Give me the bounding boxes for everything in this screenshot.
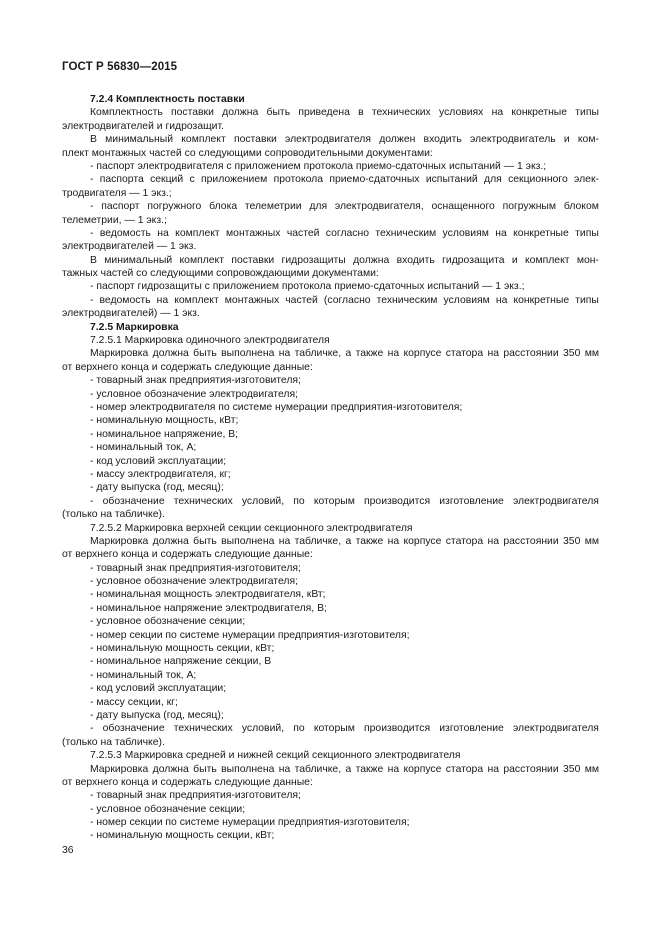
list-item: - условное обозначение секции;	[62, 803, 599, 816]
list-item: - ведомость на комплект монтажных частей согласно техническим условиям на конкретные типы	[62, 227, 599, 240]
text-line: Маркировка должна быть выполнена на табличке, а также на корпусе статора на расстоянии 350 мм	[90, 535, 599, 547]
list-item: - условное обозначение электродвигателя;	[62, 388, 599, 401]
standard-designation: ГОСТ Р 56830—2015	[62, 61, 178, 73]
list-item: - условное обозначение секции;	[62, 615, 599, 628]
section-heading: 7.2.4 Комплектность поставки	[90, 94, 245, 105]
text-line: Маркировка должна быть выполнена на табличке, а также на корпусе статора на расстоянии 350 мм	[90, 763, 599, 775]
list-item: - дату выпуска (год, месяц);	[62, 709, 599, 722]
page-number: 36	[62, 845, 74, 856]
list-item: - номинальная мощность электродвигателя, кВт;	[62, 588, 599, 601]
list-item: - паспорт гидрозащиты с приложением протокола приемо-сдаточных испытаний — 1 экз.;	[62, 280, 599, 293]
list-item: - номинальное напряжение электродвигателя, В;	[62, 602, 599, 615]
list-item: - номер секции по системе нумерации предприятия-изготовителя;	[62, 816, 599, 829]
text-line: В минимальный комплект поставки гидрозащиты должна входить гидрозащита и комплект мон-	[90, 254, 599, 266]
list-item: - номер секции по системе нумерации предприятия-изготовителя;	[62, 629, 599, 642]
list-item: - ведомость на комплект монтажных частей (согласно техническим условиям на конкретные типы	[62, 294, 599, 307]
list-item: - номинальный ток, А;	[62, 441, 599, 454]
list-item: - товарный знак предприятия-изготовителя;	[62, 562, 599, 575]
list-item: - номинальный ток, А;	[62, 669, 599, 682]
list-item: - дату выпуска (год, месяц);	[62, 481, 599, 494]
list-item: - товарный знак предприятия-изготовителя;	[62, 789, 599, 802]
list-item: - массу секции, кг;	[62, 696, 599, 709]
list-item: - код условий эксплуатации;	[62, 682, 599, 695]
text-line: Маркировка должна быть выполнена на табличке, а также на корпусе статора на расстоянии 350 мм	[90, 348, 599, 360]
text-line: тажных частей со следующими сопровождающими документами:	[62, 268, 379, 280]
list-item: - обозначение технических условий, по которым производится изготовление электродвигателя	[62, 722, 599, 735]
text-line: (только на табличке).	[62, 509, 165, 521]
text-line: электродвигателей) — 1 экз.	[62, 308, 200, 320]
list-item: - номинальную мощность секции, кВт;	[62, 642, 599, 655]
list-item: - код условий эксплуатации;	[62, 455, 599, 468]
text-line: телеметрии, — 1 экз.;	[62, 214, 167, 226]
list-item: - массу электродвигателя, кг;	[62, 468, 599, 481]
list-item: - номинальную мощность секции, кВт;	[62, 829, 599, 842]
document-body	[62, 93, 599, 843]
text-line: 7.2.5.2 Маркировка верхней секции секционного электродвигателя	[90, 522, 413, 534]
section-heading: 7.2.5 Маркировка	[90, 321, 179, 333]
text-line: от верхнего конца и содержать следующие данные:	[62, 776, 313, 788]
text-line: электродвигателей и гидрозащит.	[62, 120, 224, 132]
list-item: - паспорт погружного блока телеметрии для электродвигателя, оснащенного погружным блоком	[62, 200, 599, 213]
text-line: электродвигателей — 1 экз.	[62, 241, 197, 253]
list-item: - товарный знак предприятия-изготовителя;	[62, 374, 599, 387]
list-item: - паспорт электродвигателя с приложением протокола приемо-сдаточных испытаний — 1 экз.;	[62, 160, 599, 173]
list-item: - паспорта секций с приложением протокола приемо-сдаточных испытаний для секционного элек-	[62, 173, 599, 186]
text-line: плект монтажных частей со следующими сопроводительными документами:	[62, 147, 433, 159]
text-line: тродвигателя — 1 экз.;	[62, 187, 172, 199]
text-line: от верхнего конца и содержать следующие данные:	[62, 361, 313, 373]
list-item: - условное обозначение электродвигателя;	[62, 575, 599, 588]
text-line: (только на табличке).	[62, 736, 165, 748]
text-line: 7.2.5.1 Маркировка одиночного электродвигателя	[90, 335, 330, 347]
text-line: от верхнего конца и содержать следующие данные:	[62, 549, 313, 561]
text-line: В минимальный комплект поставки электродвигателя должен входить электродвигатель и ком-	[90, 134, 599, 146]
list-item: - номинальное напряжение секции, В	[62, 655, 599, 668]
list-item: - номинальную мощность, кВт;	[62, 414, 599, 427]
list-item: - номинальное напряжение, В;	[62, 428, 599, 441]
list-item: - обозначение технических условий, по которым производится изготовление электродвигателя	[62, 495, 599, 508]
text-line: 7.2.5.3 Маркировка средней и нижней секций секционного электродвигателя	[90, 750, 461, 762]
text-line: Комплектность поставки должна быть приведена в технических условиях на конкретные типы	[90, 107, 599, 119]
list-item: - номер электродвигателя по системе нумерации предприятия-изготовителя;	[62, 401, 599, 414]
